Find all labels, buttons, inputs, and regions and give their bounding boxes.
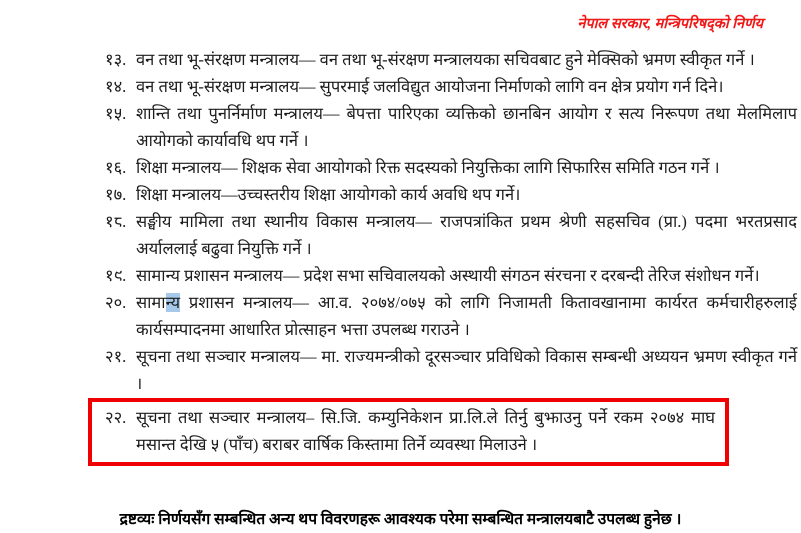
decision-item-18 [105, 208, 797, 262]
decision-item-19 [105, 262, 797, 289]
footnote: द्रष्टव्यः निर्णयसँग सम्बन्धित अन्य थप विवरणहरू आवश्यक परेमा सम्बन्धित मन्त्रालयबाटै उपलब्ध हुनेछ । [119, 511, 682, 528]
item-number: १६. [105, 158, 127, 177]
item-number: १३. [105, 50, 127, 69]
decision-item-22 [105, 404, 715, 458]
item-text-segment: सामा [136, 293, 166, 312]
decision-item-15 [105, 100, 797, 154]
decision-item-21 [105, 343, 797, 397]
item-number: २२. [105, 408, 127, 427]
item-number: २१. [105, 347, 127, 366]
item-number: १७. [105, 185, 127, 204]
item-number: १५. [105, 104, 127, 123]
item-text: शिक्षा मन्त्रालय—उच्चस्तरीय शिक्षा आयोगको कार्य अवधि थप गर्ने। [136, 185, 521, 204]
item-number: १८. [105, 212, 127, 231]
decision-item-14 [105, 73, 797, 100]
item-number: १४. [105, 77, 127, 96]
item-text [136, 289, 797, 343]
item-text: सूचना तथा सञ्चार मन्त्रालय— मा. राज्यमन्त्रीको दूरसञ्चार प्रविधिको विकास सम्बन्धी अध्ययन भ्रमण स्वीकृत गर्ने । [136, 347, 797, 393]
item-text: शिक्षा मन्त्रालय— शिक्षक सेवा आयोगको रिक्त सदस्यको नियुक्तिका लागि सिफारिस समिति गठन गर्ने । [136, 158, 720, 177]
decision-item-17 [105, 181, 797, 208]
item-number: १९. [105, 266, 127, 285]
item-number: २०. [105, 293, 127, 312]
item-text-segment: प्रशासन मन्त्रालय— आ.व. २०७४/०७५ को लागि निजामती कितावखानामा कार्यरत कर्मचारीहरुलाई कार्यसम्पादनमा आधारित प्रोत्साहन भत्ता उपलब्ध गराउने । [136, 293, 797, 339]
red-highlight-box [88, 398, 729, 466]
item-text: सङ्घीय मामिला तथा स्थानीय विकास मन्त्रालय— राजपत्रांकित प्रथम श्रेणी सहसचिव (प्रा.) पदमा भरतप्रसाद अर्याललाई बढुवा नियुक्ति गर्ने । [136, 212, 797, 258]
decision-item-20 [105, 289, 797, 343]
document-header-note: नेपाल सरकार, मन्त्रिपरिषद्को निर्णय [577, 16, 763, 32]
decision-item-list [105, 46, 797, 466]
item-text: वन तथा भू-संरक्षण मन्त्रालय— सुपरमाई जलविद्युत आयोजना निर्माणको लागि वन क्षेत्र प्रयोग गर्न दिने। [136, 77, 724, 96]
item-text: शान्ति तथा पुनर्निर्माण मन्त्रालय— बेपत्ता पारिएका व्यक्तिको छानबिन आयोग र सत्य निरूपण तथा मेलमिलाप आयोगको कार्यावधि थप गर्ने । [136, 104, 797, 150]
item-text: वन तथा भू-संरक्षण मन्त्रालय— वन तथा भू-संरक्षण मन्त्रालयका सचिवबाट हुने मेक्सिको भ्रमण स्वीकृत गर्ने । [136, 50, 755, 69]
item-text: सूचना तथा सञ्चार मन्त्रालय– सि.जि. कम्युनिकेशन प्रा.लि.ले तिर्नु बुझाउनु पर्ने रकम २०७४ माघ मसान्त देखि ५ (पाँच) बराबर वार्षिक किस्तामा तिर्ने व्यवस्था मिलाउने । [136, 408, 715, 454]
decision-item-13 [105, 46, 797, 73]
decision-item-16 [105, 154, 797, 181]
text-selection-highlight: न्य [165, 293, 181, 312]
item-text: सामान्य प्रशासन मन्त्रालय— प्रदेश सभा सचिवालयको अस्थायी संगठन संरचना र दरबन्दी तेरिज संशोधन गर्ने। [136, 266, 760, 285]
